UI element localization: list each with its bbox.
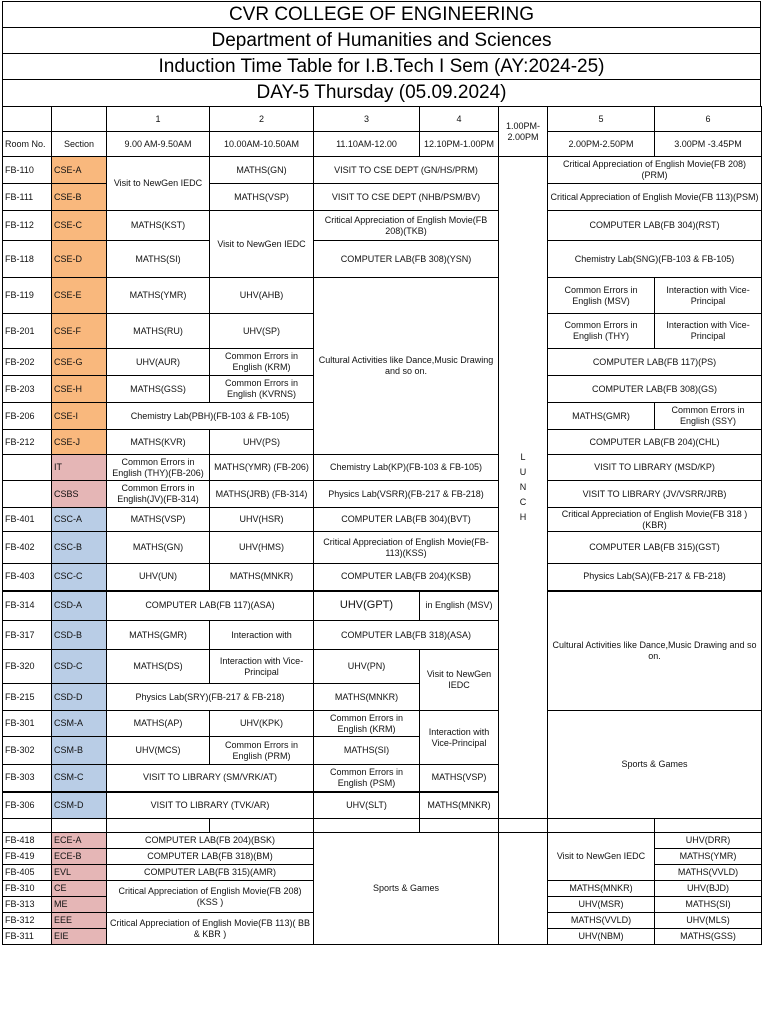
schedule-cell: UHV(BJD) [655,881,762,897]
schedule-cell: COMPUTER LAB(FB 318)(BM) [107,849,314,865]
cell-empty [210,819,314,833]
schedule-cell: UHV(SP) [210,314,314,349]
timetable [2,106,762,945]
section-label: CSE-F [52,314,107,349]
schedule-cell: MATHS(GN) [210,157,314,184]
cell-empty [314,819,420,833]
room-number: FB-313 [3,897,52,913]
period-2-time: 10.00AM-10.50AM [210,132,314,157]
schedule-cell: Chemistry Lab(PBH)(FB-103 & FB-105) [107,403,314,430]
room-number: FB-215 [3,684,52,711]
schedule-cell: COMPUTER LAB(FB 315)(GST) [548,532,762,564]
schedule-cell: UHV(MSR) [548,897,655,913]
room-header: Room No. [3,132,52,157]
schedule-cell: Common Errors in English (KVRNS) [210,376,314,403]
room-number [3,481,52,508]
room-number: FB-405 [3,865,52,881]
schedule-cell: COMPUTER LAB(FB 117)(ASA) [107,591,314,621]
table-row [3,833,762,849]
schedule-cell: Chemistry Lab(SNG)(FB-103 & FB-105) [548,241,762,278]
college-title: CVR COLLEGE OF ENGINEERING [2,1,761,27]
table-row [3,241,762,278]
section-label: CSM-D [52,792,107,819]
room-number: FB-301 [3,711,52,737]
schedule-cell: Physics Lab(SA)(FB-217 & FB-218) [548,564,762,591]
cell-empty [499,819,548,833]
cell-empty [3,107,52,132]
schedule-cell: VISIT TO LIBRARY (JV/VSRR/JRB) [548,481,762,508]
period-2-number: 2 [210,107,314,132]
section-label: CSC-C [52,564,107,591]
schedule-cell: MATHS(SI) [107,241,210,278]
schedule-cell: UHV(AHB) [210,278,314,314]
schedule-cell: MATHS(GMR) [548,403,655,430]
section-label: CSE-C [52,211,107,241]
schedule-cell: Cultural Activities like Dance,Music Drawing and so on. [314,278,499,455]
period-number-row [3,107,762,132]
section-label: CSC-A [52,508,107,532]
schedule-cell: in English (MSV) [420,591,499,621]
schedule-cell: Interaction with [210,621,314,650]
schedule-cell: MATHS(MNKR) [420,792,499,819]
room-number: FB-317 [3,621,52,650]
period-5-number: 5 [548,107,655,132]
lunch-break-cell: L U N C H [499,157,548,819]
table-row [3,481,762,508]
schedule-cell: Critical Appreciation of English Movie(FB-113)(KSS) [314,532,499,564]
schedule-cell: UHV(NBM) [548,929,655,945]
room-number: FB-306 [3,792,52,819]
room-number: FB-202 [3,349,52,376]
schedule-cell: MATHS(GSS) [655,929,762,945]
schedule-cell: UHV(MLS) [655,913,762,929]
room-number: FB-111 [3,184,52,211]
period-3-number: 3 [314,107,420,132]
schedule-cell: Common Errors in English (KRM) [210,349,314,376]
schedule-cell: UHV(PN) [314,650,420,684]
table-row [3,455,762,481]
room-number: FB-203 [3,376,52,403]
schedule-cell: UHV(KPK) [210,711,314,737]
schedule-cell: Interaction with Vice-Principal [655,314,762,349]
room-number: FB-201 [3,314,52,349]
section-label: CSD-C [52,650,107,684]
section-label: CSC-B [52,532,107,564]
schedule-cell: COMPUTER LAB(FB 204)(KSB) [314,564,499,591]
room-number [3,455,52,481]
cell-empty [52,107,107,132]
schedule-cell: Critical Appreciation of English Movie(FB 113)(PSM) [548,184,762,211]
section-label: CSM-B [52,737,107,765]
schedule-cell: Common Errors in English (KRM) [314,711,420,737]
room-number: FB-206 [3,403,52,430]
schedule-cell: Interaction with Vice-Principal [655,278,762,314]
schedule-cell: Common Errors in English (SSY) [655,403,762,430]
schedule-cell: VISIT TO LIBRARY (TVK/AR) [107,792,314,819]
schedule-cell: COMPUTER LAB(FB 304)(BVT) [314,508,499,532]
schedule-cell: Critical Appreciation of English Movie(FB 208)(KSS ) [107,881,314,913]
period-3-time: 11.10AM-12.00 [314,132,420,157]
schedule-cell: MATHS(VSP) [420,765,499,792]
schedule-cell: COMPUTER LAB(FB 315)(AMR) [107,865,314,881]
room-number: FB-112 [3,211,52,241]
room-number: FB-401 [3,508,52,532]
schedule-cell: MATHS(AP) [107,711,210,737]
schedule-cell: MATHS(YMR) [655,849,762,865]
schedule-cell: UHV(GPT) [314,591,420,621]
schedule-cell: Common Errors in English (PRM) [210,737,314,765]
period-5-time: 2.00PM-2.50PM [548,132,655,157]
schedule-cell: MATHS(JRB) (FB-314) [210,481,314,508]
section-label: CSE-I [52,403,107,430]
schedule-cell: Critical Appreciation of English Movie(FB 208)(TKB) [314,211,499,241]
table-row [3,532,762,564]
schedule-cell: VISIT TO CSE DEPT (NHB/PSM/BV) [314,184,499,211]
table-row [3,157,762,184]
schedule-cell: Common Errors in English (THY)(FB-206) [107,455,210,481]
schedule-cell: MATHS(VSP) [107,508,210,532]
section-label: EIE [52,929,107,945]
schedule-cell: UHV(MCS) [107,737,210,765]
room-number: FB-314 [3,591,52,621]
table-row [3,508,762,532]
schedule-cell: MATHS(YMR) [107,278,210,314]
section-label: CE [52,881,107,897]
room-number: FB-302 [3,737,52,765]
schedule-cell: Visit to NewGen IEDC [548,833,655,881]
table-row [3,591,762,621]
schedule-cell: UHV(HMS) [210,532,314,564]
schedule-cell: Common Errors in English (PSM) [314,765,420,792]
timetable-title: Induction Time Table for I.B.Tech I Sem (AY:2024-25) [2,53,761,79]
lunch-blank-cell [499,833,548,945]
period-1-number: 1 [107,107,210,132]
schedule-cell: Critical Appreciation of English Movie(FB 318 )(KBR) [548,508,762,532]
spacer-row [3,819,762,833]
section-label: ECE-B [52,849,107,865]
schedule-cell: MATHS(RU) [107,314,210,349]
room-number: FB-403 [3,564,52,591]
schedule-cell: COMPUTER LAB(FB 204)(CHL) [548,430,762,455]
schedule-cell: MATHS(SI) [655,897,762,913]
department-title: Department of Humanities and Sciences [2,27,761,53]
room-number: FB-118 [3,241,52,278]
schedule-cell: Visit to NewGen IEDC [107,157,210,211]
table-row [3,211,762,241]
period-1-time: 9.00 AM-9.50AM [107,132,210,157]
room-number: FB-402 [3,532,52,564]
schedule-cell: MATHS(GSS) [107,376,210,403]
schedule-cell: UHV(UN) [107,564,210,591]
schedule-cell: Visit to NewGen IEDC [210,211,314,278]
room-number: FB-110 [3,157,52,184]
section-header: Section [52,132,107,157]
schedule-cell: Common Errors in English (THY) [548,314,655,349]
schedule-cell: VISIT TO LIBRARY (MSD/KP) [548,455,762,481]
schedule-cell: MATHS(KST) [107,211,210,241]
schedule-cell: MATHS(MNKR) [210,564,314,591]
schedule-cell: UHV(DRR) [655,833,762,849]
schedule-cell: MATHS(YMR) (FB-206) [210,455,314,481]
time-header-row [3,132,762,157]
section-label: CSBS [52,481,107,508]
schedule-cell: MATHS(GN) [107,532,210,564]
schedule-cell: MATHS(VVLD) [548,913,655,929]
table-row [3,711,762,737]
cell-empty [548,819,655,833]
room-number: FB-310 [3,881,52,897]
section-label: CSE-A [52,157,107,184]
table-row [3,564,762,591]
room-number: FB-418 [3,833,52,849]
section-label: CSE-D [52,241,107,278]
cell-empty [107,819,210,833]
section-label: CSE-H [52,376,107,403]
schedule-cell: COMPUTER LAB(FB 318)(ASA) [314,621,499,650]
schedule-cell: UHV(AUR) [107,349,210,376]
section-label: CSD-B [52,621,107,650]
room-number: FB-419 [3,849,52,865]
schedule-cell: MATHS(GMR) [107,621,210,650]
schedule-cell: UHV(HSR) [210,508,314,532]
schedule-cell: Visit to NewGen IEDC [420,650,499,711]
cell-empty [3,819,52,833]
cell-empty [655,819,762,833]
schedule-cell: Sports & Games [314,833,499,945]
section-label: EEE [52,913,107,929]
room-number: FB-320 [3,650,52,684]
schedule-cell: COMPUTER LAB(FB 308)(GS) [548,376,762,403]
schedule-cell: Physics Lab(SRY)(FB-217 & FB-218) [107,684,314,711]
section-label: CSE-J [52,430,107,455]
section-label: CSE-E [52,278,107,314]
schedule-cell: Sports & Games [548,711,762,819]
schedule-cell: COMPUTER LAB(FB 308)(YSN) [314,241,499,278]
schedule-cell: Chemistry Lab(KP)(FB-103 & FB-105) [314,455,499,481]
schedule-cell: MATHS(DS) [107,650,210,684]
section-label: CSM-C [52,765,107,792]
schedule-cell: MATHS(MNKR) [548,881,655,897]
lunch-time-header: 1.00PM-2.00PM [499,107,548,157]
schedule-cell: Interaction with Vice-Principal [210,650,314,684]
schedule-cell: MATHS(VVLD) [655,865,762,881]
section-label: ME [52,897,107,913]
schedule-cell: Physics Lab(VSRR)(FB-217 & FB-218) [314,481,499,508]
schedule-cell: Critical Appreciation of English Movie(FB 113)( BB & KBR ) [107,913,314,945]
section-label: CSM-A [52,711,107,737]
schedule-cell: MATHS(KVR) [107,430,210,455]
schedule-cell: UHV(PS) [210,430,314,455]
schedule-cell: MATHS(VSP) [210,184,314,211]
room-number: FB-311 [3,929,52,945]
schedule-cell: COMPUTER LAB(FB 204)(BSK) [107,833,314,849]
schedule-cell: Critical Appreciation of English Movie(FB 208)(PRM) [548,157,762,184]
section-label: CSE-B [52,184,107,211]
schedule-cell: COMPUTER LAB(FB 117)(PS) [548,349,762,376]
schedule-cell: Common Errors in English (MSV) [548,278,655,314]
cell-empty [52,819,107,833]
period-4-number: 4 [420,107,499,132]
schedule-cell: MATHS(SI) [314,737,420,765]
section-label: CSE-G [52,349,107,376]
section-label: CSD-A [52,591,107,621]
section-label: CSD-D [52,684,107,711]
schedule-cell: UHV(SLT) [314,792,420,819]
room-number: FB-303 [3,765,52,792]
period-6-time: 3.00PM -3.45PM [655,132,762,157]
room-number: FB-212 [3,430,52,455]
table-row [3,278,762,314]
day-title: DAY-5 Thursday (05.09.2024) [2,79,761,106]
schedule-cell: VISIT TO LIBRARY (SM/VRK/AT) [107,765,314,792]
room-number: FB-119 [3,278,52,314]
section-label: ECE-A [52,833,107,849]
schedule-cell: Common Errors in English(JV)(FB-314) [107,481,210,508]
schedule-cell: MATHS(MNKR) [314,684,420,711]
period-6-number: 6 [655,107,762,132]
section-label: EVL [52,865,107,881]
cell-empty [420,819,499,833]
room-number: FB-312 [3,913,52,929]
section-label: IT [52,455,107,481]
schedule-cell: Interaction with Vice-Principal [420,711,499,765]
period-4-time: 12.10PM-1.00PM [420,132,499,157]
schedule-cell: VISIT TO CSE DEPT (GN/HS/PRM) [314,157,499,184]
schedule-cell: COMPUTER LAB(FB 304)(RST) [548,211,762,241]
schedule-cell: Cultural Activities like Dance,Music Drawing and so on. [548,591,762,711]
